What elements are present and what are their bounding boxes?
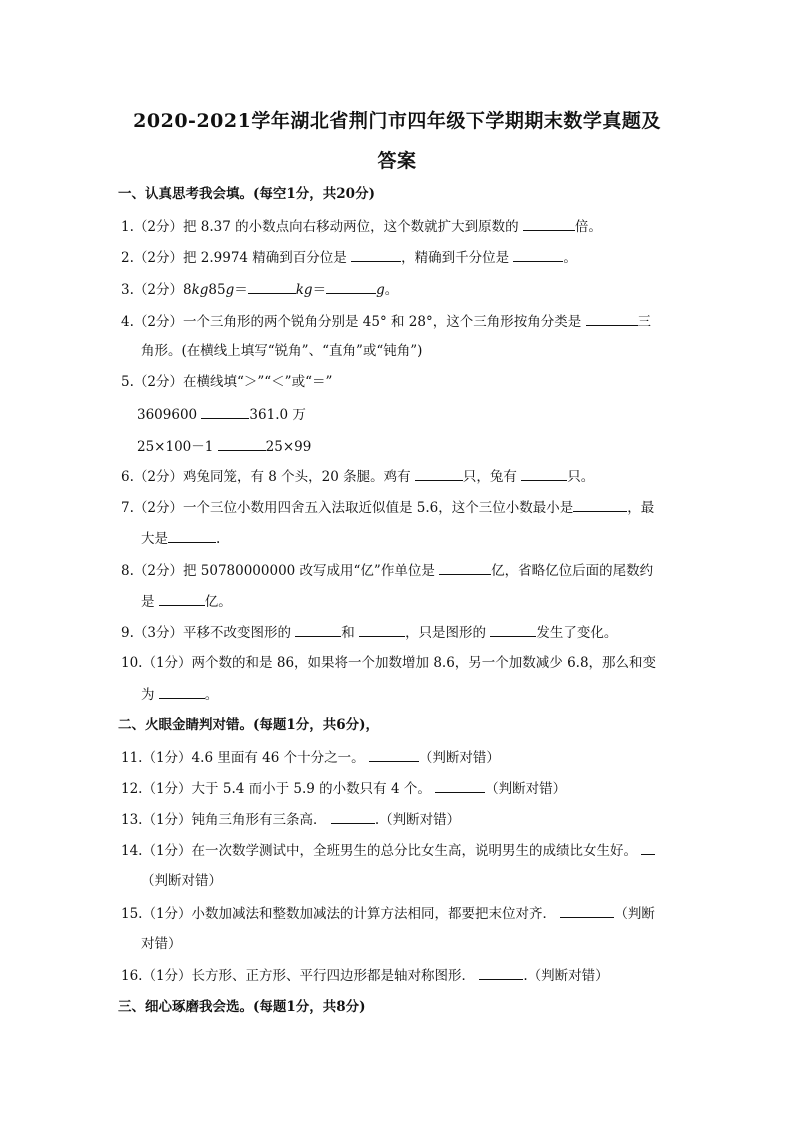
answer-blank[interactable] <box>159 592 205 606</box>
question-12: 12.（1分）大于 5.4 而小于 5.9 的小数只有 4 个。 （判断对错） <box>121 781 567 797</box>
document-title-line2: 答案 <box>377 150 417 172</box>
section2-heading: 二、火眼金睛判对错。(每题1分，共6分)， <box>118 717 380 733</box>
question-10: 10.（1分）两个数的和是 86，如果将一个加数增加 8.6，另一个加数减少 6.8，那么和变 <box>121 655 657 671</box>
answer-blank[interactable] <box>369 748 419 762</box>
question-5-row1: 3609600 361.0 万 <box>137 407 306 423</box>
question-15-cont: 对错） <box>141 936 182 952</box>
answer-blank[interactable] <box>415 467 463 481</box>
answer-blank[interactable] <box>435 779 485 793</box>
answer-blank[interactable] <box>159 685 205 699</box>
question-2: 2.（2分）把 2.9974 精确到百分位是 ，精确到千分位是 。 <box>121 250 577 266</box>
question-7-cont: 大是 . <box>141 531 221 547</box>
question-6: 6.（2分）鸡兔同笼，有 8 个头，20 条腿。鸡有 只，兔有 只。 <box>121 469 595 485</box>
section3-heading: 三、细心琢磨我会选。(每题1分，共8分) <box>118 999 366 1015</box>
answer-blank[interactable] <box>295 623 341 637</box>
question-14-cont: （判断对错） <box>141 873 222 889</box>
answer-blank[interactable] <box>201 405 249 419</box>
question-8-cont: 是 亿。 <box>141 594 232 610</box>
question-5: 5.（2分）在横线填“＞”“＜”或“＝” <box>121 374 333 390</box>
question-8: 8.（2分）把 50780000000 改写成用“亿”作单位是 亿，省略亿位后面的尾数约 <box>121 563 654 579</box>
question-5-row2: 25×100－1 25×99 <box>137 439 312 455</box>
section1-heading: 一、认真思考我会填。(每空1分，共20分) <box>118 186 375 202</box>
question-7: 7.（2分）一个三位小数用四舍五入法取近似值是 5.6，这个三位小数最小是 ，最 <box>121 500 655 516</box>
question-4: 4.（2分）一个三角形的两个锐角分别是 45° 和 28°，这个三角形按角分类是 三 <box>121 314 651 330</box>
question-10-cont: 为 。 <box>141 687 219 703</box>
answer-blank[interactable] <box>331 810 375 824</box>
answer-blank[interactable] <box>359 623 405 637</box>
answer-blank[interactable] <box>168 529 216 543</box>
question-15: 15.（1分）小数加减法和整数加减法的计算方法相同，都要把末位对齐． （判断 <box>121 906 655 922</box>
answer-blank[interactable] <box>326 280 376 294</box>
question-16: 16.（1分）长方形、正方形、平行四边形都是轴对称图形． .（判断对错） <box>121 968 609 984</box>
question-11: 11.（1分）4.6 里面有 46 个十分之一。 （判断对错） <box>121 750 500 766</box>
answer-blank[interactable] <box>523 217 575 231</box>
answer-blank[interactable] <box>248 280 296 294</box>
question-14: 14.（1分）在一次数学测试中，全班男生的总分比女生高，说明男生的成绩比女生好。 <box>121 841 655 860</box>
question-4-cont: 角形。(在横线上填写“锐角”、“直角”或“钝角”) <box>141 343 423 359</box>
answer-blank[interactable] <box>439 561 491 575</box>
answer-blank[interactable] <box>586 312 638 326</box>
answer-blank[interactable] <box>573 498 627 512</box>
answer-blank[interactable] <box>490 623 536 637</box>
answer-blank[interactable] <box>641 841 655 855</box>
question-13: 13.（1分）钝角三角形有三条高． .（判断对错） <box>121 812 461 828</box>
answer-blank[interactable] <box>351 248 401 262</box>
answer-blank[interactable] <box>218 437 266 451</box>
document-title-line1: 2020-2021学年湖北省荆门市四年级下学期期末数学真题及 <box>133 110 661 132</box>
question-9: 9.（3分）平移不改变图形的 和 ，只是图形的 发生了变化。 <box>121 625 618 641</box>
question-3: 3.（2分）8kg85g＝ kg＝ g。 <box>121 282 399 298</box>
answer-blank[interactable] <box>513 248 563 262</box>
answer-blank[interactable] <box>521 467 567 481</box>
answer-blank[interactable] <box>479 966 523 980</box>
answer-blank[interactable] <box>560 904 614 918</box>
question-1: 1.（2分）把 8.37 的小数点向右移动两位，这个数就扩大到原数的 倍。 <box>121 219 602 235</box>
